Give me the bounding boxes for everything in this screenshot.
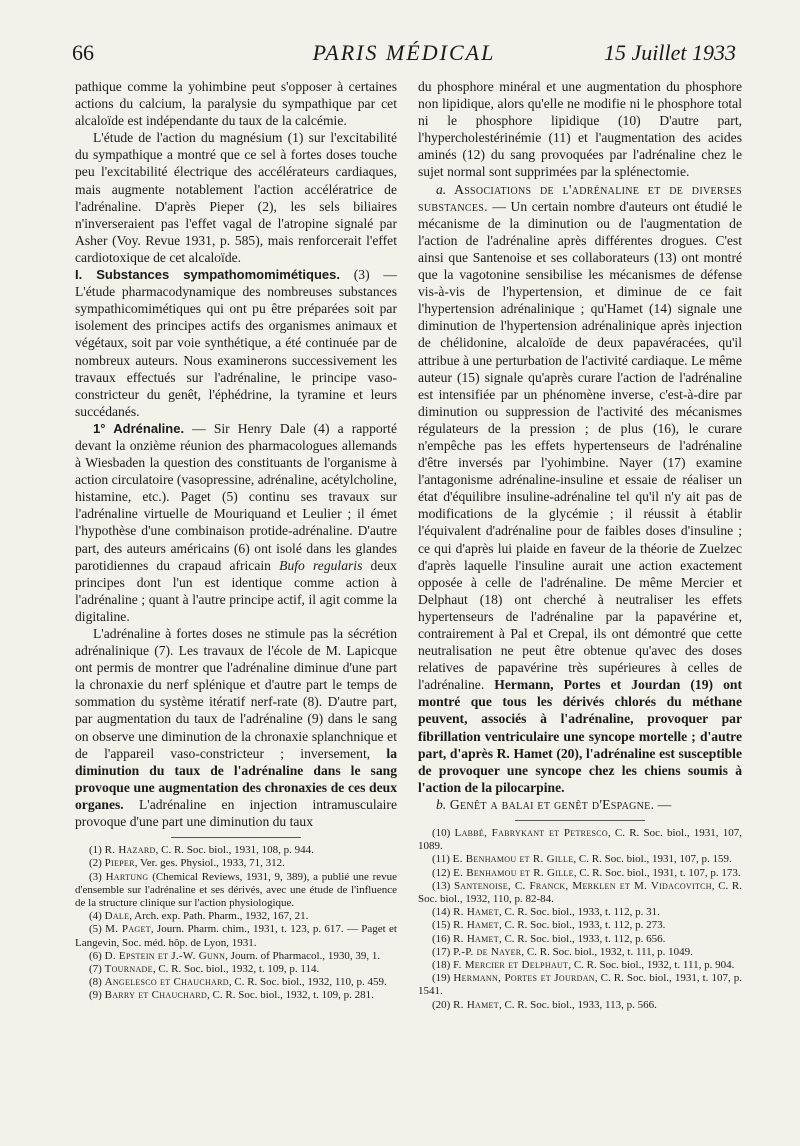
footnote-author: E. Benhamou et R. Gille [453,866,574,879]
footnote-reference: (Chemical Reviews, 1931, 9, 389), a publié une revue d'ensemble sur l'adrénaline et ses dérivés, avec une étude de l'influence de la structure clinique sur l'action physiologique. [75,870,397,909]
footnote [418,999,742,1012]
footnote-reference: , C. R. Soc. biol., 1933, t. 112, p. 31. [498,906,660,919]
footnote-reference: , C. R. Soc. biol., 1931, t. 107, p. 173. [573,866,741,879]
footnote [75,976,397,989]
subsection-heading: Genêt a balai et genêt d'Espagne. [446,796,655,812]
footnote-number: (3) [89,870,102,883]
paragraph-text: L'adrénaline à fortes doses ne stimule pas la sécrétion adrénalinique (7). Les travaux de l'école de M. Lapicque ont permis de montrer que l'adrénaline diminue d'une part la chronaxie du nerf splénique et d'autre part le temps de sommation du système itératif nerf-rate (8). D'autre part, par augmentation du taux de l'adrénaline (9) dans le sang on observe une diminution de la chronaxie splanchnique et de l'appareil vaso-constricteur ; inversement, [75,626,397,761]
footnote-author: P.-P. de Nayer [453,945,522,958]
footnote-author: D. Epstein et J.-W. Gunn [104,949,226,962]
footnote [75,844,397,857]
subsection-heading: Associations de l'adrénaline et de diverses substances. [418,181,742,214]
subsection-letter: b. [436,796,447,812]
species-name: Bufo regularis [279,557,363,573]
paragraph: pathique comme la yohimbine peut s'opposer à certaines actions du calcium, la paralysie du sympathique par cet alcaloïde est indépendante du taux de la calcémie. [75,79,397,129]
footnote-number: (10) [432,827,451,840]
footnote-author: F. Mercier et Delphaut [453,959,569,972]
footnote-reference: , Arch. exp. Path. Pharm., 1932, 167, 21. [129,910,309,923]
footnote-author: Angelesco et Chauchard [104,976,229,989]
section-heading: I. Substances sympathomomimétiques. [75,267,340,283]
footnote-author: R. Hazard [104,844,156,857]
subsection-letter: a. [436,181,447,197]
section-heading-line [418,796,742,813]
left-column [75,78,397,1003]
footnote-number: (18) [432,959,451,972]
footnote [75,910,397,923]
paragraph-text: — Sir Henry Dale (4) a rapporté devant la onzième réunion des pharmacologues allemands à Wiesbaden la question des constituants de l'organisme à action circulatoire (vasopressine, adrénaline, acétylcholine, histamine, etc.). Paget (5) continu ses travaux sur l'adrénaline virtuelle de Mouriquand et Leulier ; il émet l'hypothèse d'une combinaison protide-adrénaline. D'autre part, des auteurs américains (6) ont isolé dans les glandes parotidiennes du crapaud africain [75,420,397,573]
page-number: 66 [72,40,94,65]
footnote [418,853,742,866]
footnote-reference: , C. R. Soc. biol., 1933, t. 112, p. 656. [498,932,666,945]
footnote-number: (14) [432,906,451,919]
paragraph-text: L'adrénaline en injection intramusculaire provoque d'une part une diminution du taux [75,796,397,830]
footnote [418,919,742,932]
paragraph: du phosphore minéral et une augmentation du phosphore non lipidique, alors qu'elle ne modifie ni le phosphore total ni le phosphore lipidique (10) D'autre part, l'hypercholestérinémie (11) et l'augmentation des acides aminés (12) du sang provoquées par l'adrénaline chez le sujet normal sont supprimées par la splénectomie. [418,79,742,180]
footnote [418,827,742,853]
paragraph-text: deux principes dont l'un est identique comme action à l'adrénaline ; quant à l'autre principe actif, il agit comme la digitaline. [75,557,397,624]
footnotes-left [75,844,397,1002]
journal-title: PARIS MÉDICAL [312,40,496,65]
footnote-author: Dale [104,910,130,923]
footnote-author: M. Paget [105,923,151,936]
footnote-reference: , Journ. of Pharmacol., 1930, 39, 1. [225,949,381,962]
footnote-reference: , C. R. Soc. biol., 1933, 113, p. 566. [498,998,657,1011]
footnote [418,880,742,906]
footnote-reference: , C. R. Soc. biol., 1932, 110, p. 82-84. [418,879,742,906]
footnote-author: Santenoise, C. Franck, Merklen et M. Vidacovitch [453,879,712,892]
footnote-number: (11) [432,853,450,866]
footnote-reference: , C. R. Soc. biol., 1932, t. 111, p. 904. [568,959,735,972]
emphasized-text: Hermann, Portes et Jourdan (19) ont montré que tous les dérivés chlorés du méthane peuvent, associés à l'adrénaline, provoquer par fibrillation ventriculaire une syncope mortelle ; d'autre part, d'après R. Hamet (20), l'adrénaline est susceptible de provoquer une syncope chez les chiens soumis à l'action de la pilocarpine. [418,677,742,795]
footnote-reference: , C. R. Soc. biol., 1932, 110, p. 459. [228,976,387,989]
footnote-number: (17) [432,945,451,958]
footnote-author: R. Hamet [453,919,499,932]
emphasized-text: la diminution du taux de l'adrénaline dans le sang provoque une augmentation des chronaxies de ces deux organes. [75,745,397,812]
footnote-number: (12) [432,866,451,879]
footnote-number: (7) [89,962,102,975]
footnote-author: Tournade [104,962,153,975]
subsection-heading: 1° Adrénaline. [93,420,185,436]
section-paragraph [418,181,742,796]
footnote-reference: , C. R. Soc. biol., 1932, t. 111, p. 1049. [521,945,693,958]
footnote-number: (15) [432,919,451,932]
footnote-number: (4) [89,910,102,923]
footnote-author: E. Benhamou et R. Gille [452,853,574,866]
footnote-reference: , C. R. Soc. biol., 1932, t. 109, p. 281. [207,989,374,1002]
footnote-number: (5) [89,923,102,936]
footnote-number: (19) [432,972,451,985]
footnote [418,946,742,959]
footnote [418,933,742,946]
footnote [75,923,397,949]
footnote-reference: , C. R. Soc. biol., 1931, 107, 1089. [418,827,742,853]
footnote-author: Hermann, Portes et Jourdan [453,972,595,985]
footnote [75,989,397,1002]
footnote-reference: , C. R. Soc. biol., 1932, t. 109, p. 114. [152,962,320,975]
footnote-reference: , Ver. ges. Physiol., 1933, 71, 312. [134,857,285,870]
footnote-number: (9) [89,989,102,1002]
page-header [72,40,736,74]
footnote-divider [515,820,645,821]
right-column [418,78,742,1012]
paragraph [75,625,397,830]
footnote [418,867,742,880]
footnote-author: R. Hamet [453,932,499,945]
footnote-author: Labbé, Fabrykant et Petresco [454,827,608,840]
footnote [418,906,742,919]
footnote [75,857,397,870]
footnote-number: (16) [432,932,451,945]
footnote-reference: , C. R. Soc. biol., 1931, 107, p. 159. [573,853,732,866]
footnote-reference: , C. R. Soc. biol., 1931, 108, p. 944. [155,844,314,857]
footnote-number: (8) [89,976,102,989]
footnote [418,972,742,998]
footnote-number: (2) [89,857,102,870]
section-paragraph [75,266,397,420]
footnote-reference: , C. R. Soc. biol., 1933, t. 112, p. 273. [498,919,666,932]
footnote [75,963,397,976]
issue-date: 15 Juillet 1933 [604,40,736,65]
footnote [418,959,742,972]
paragraph: L'étude de l'action du magnésium (1) sur l'excitabilité du sympathique a montré que ce sel à fortes doses touche peu l'excitabilité électrique des accélérateurs cardiaques, mais augmente notablement l'action accélératrice de l'adrénaline. D'après Pieper (2), les sels biliaires n'inverseraient pas l'effet vagal de l'atropine signalé par Asher (Voy. Revue 1931, p. 585), mais renforcerait l'effet cardiotoxique de cet alcaloïde. [75,130,397,265]
footnote [75,871,397,911]
footnote-author: Barry et Chauchard [104,989,208,1002]
footnote-reference: , C. R. Soc. biol., 1931, t. 107, p. 1541. [418,972,743,998]
footnotes-right [418,827,742,1012]
footnote-reference: , Journ. Pharm. chim., 1931, t. 123, p. 617. — Paget et Langevin, Soc. méd. hôp. de Lyon, 1931. [75,923,397,949]
footnote-author: Hartung [105,870,149,883]
footnote-number: (6) [89,949,102,962]
footnote-divider [171,837,301,838]
footnote-number: (20) [432,998,451,1011]
section-paragraph [75,420,397,625]
paragraph-text: (3) — L'étude pharmacodynamique des nombreuses substances sympathicomimétiques qui ont pu être préparées soit par isolement des principes actifs des organismes animaux et végétaux, soit par voie synthétique, a été continuée par de nombreux auteurs. Nous examinerons successivement les travaux effectués sur l'adrénaline, le principe vaso-constricteur du genêt, l'éphédrine, la tyramine et leurs succédanés. [75,267,397,419]
footnote-author: Pieper [104,857,135,870]
footnote-author: R. Hamet [453,906,499,919]
heading-dash: — [654,796,672,812]
paragraph-text: — Un certain nombre d'auteurs ont étudié le mécanisme de la diminution ou de l'augmentation de l'action de l'adrénaline après différentes drogues. C'est ainsi que Santenoise et ses collaborateurs (13) ont montré que la vagotonine sensibilise les mécanismes de défense vis-à-vis de l'hypertension, et diminue de ce fait l'hypertension adrénalinique ; qu'Hamet (14) signale une diminution de l'hypertension adrénalinique après injection de chélidonine, alcaloïde de deux papavéracées, qu'il attribue à une perturbation de l'activité cardiaque. Le même auteur (15) signale qu'après curare l'action de l'adrénaline est intensifiée par un phénomène inverse, c'est-à-dire par diminution ou suppression de l'activité des mécanismes régulateurs de la pression ; de plus (16), le curare n'empêche pas les effets hypertenseurs de l'adrénaline d'être inversés par l'yohimbine. Nayer (17) examine l'antagonisme adrénaline-insuline et essaie de réaliser un état d'équilibre insuline-adrénaline tel qu'il n'y ait pas de modifications de la glycémie ; il réussit à établir l'équivalent d'adrénaline pour de faibles doses d'insuline ; ce qui d'après lui plaide en faveur de la théorie de Zuelzec d'après laquelle l'insuline aurait une action exactement opposée à celle de l'adrénaline. De même Mercier et Delphaut (18) ont cherché à neutraliser les effets hypertenseurs de l'adrénaline par la papavérine et, contrairement à Pal et Crepal, ils ont démontré que cette neutralisation ne peut être obtenue qu'avec des doses relatives de papavérine très supérieures à celles de l'adrénaline. [418,198,742,693]
footnote-author: R. Hamet [453,998,499,1011]
footnote-number: (13) [432,879,451,892]
footnote-number: (1) [89,844,102,857]
footnote [75,950,397,963]
